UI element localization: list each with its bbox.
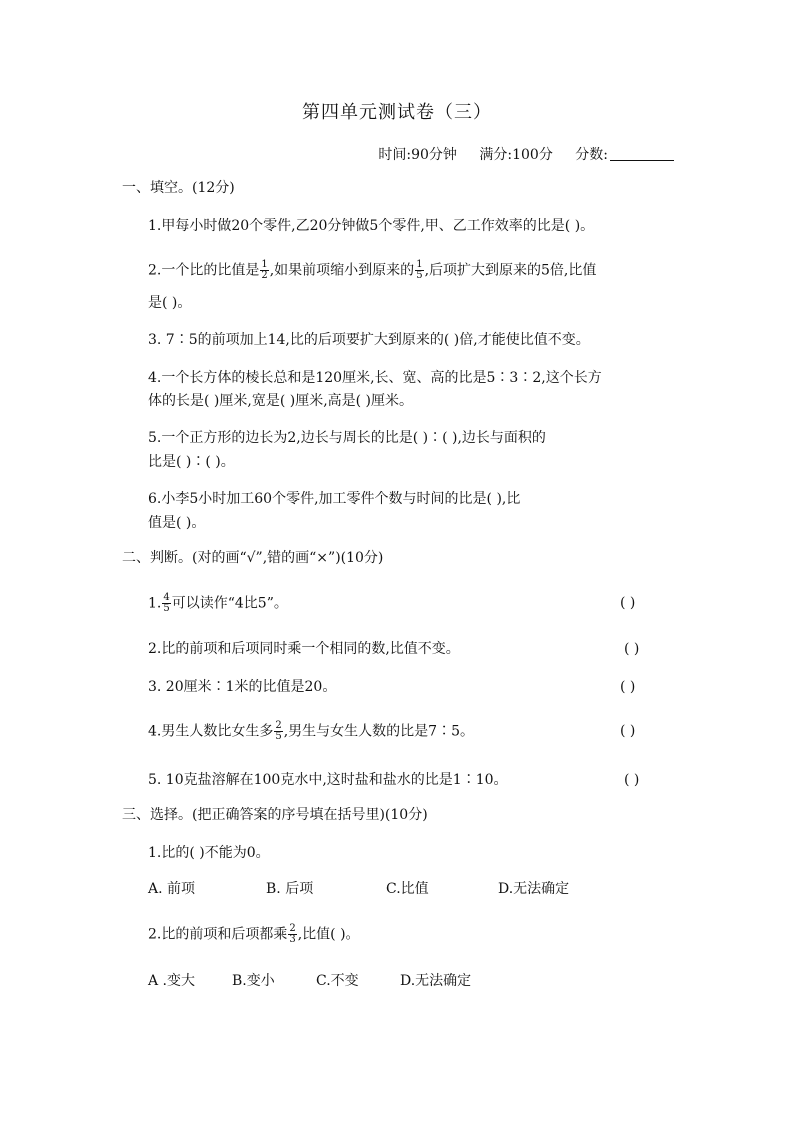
s2-question-1 (148, 593, 288, 614)
s1-question-4-line-2: 体的长是( )厘米,宽是( )厘米,高是( )厘米。 (148, 393, 414, 409)
s3-q2-option-b[interactable]: B.变小 (232, 973, 275, 989)
fraction-denominator: 2 (261, 270, 268, 281)
s1-question-2-line-2: 是( )。 (148, 295, 192, 311)
s2-q1-answer-paren[interactable]: ( ) (620, 595, 636, 611)
s3-q1-option-d[interactable]: D.无法确定 (498, 881, 570, 897)
s3-question-1: 1.比的( )不能为0。 (148, 845, 270, 861)
fraction-one-half (260, 260, 268, 281)
fraction-one-fifth (415, 260, 423, 281)
s1-question-5-line-2: 比是( )∶( )。 (148, 454, 235, 470)
section-3-heading: 三、选择。(把正确答案的序号填在括号里)(10分) (122, 807, 428, 823)
s2-q3-answer-paren[interactable]: ( ) (620, 679, 636, 695)
full-score: 满分:100分 (479, 147, 553, 163)
s1-question-2-line-1 (148, 260, 596, 281)
fraction-numerator: 1 (416, 259, 423, 270)
fraction-numerator: 2 (275, 720, 282, 731)
s3-q2-option-c[interactable]: C.不变 (316, 973, 359, 989)
s1-q2-text-pre: 2.一个比的比值是 (148, 262, 260, 279)
s2-q5-answer-paren[interactable]: ( ) (624, 772, 640, 788)
fraction-numerator: 2 (289, 923, 296, 934)
s1-question-6-line-2: 值是( )。 (148, 515, 206, 531)
fraction-four-fifths (162, 593, 170, 614)
s2-question-3: 3. 20厘米∶1米的比值是20。 (148, 679, 337, 695)
fraction-denominator: 5 (275, 731, 282, 742)
fraction-two-fifths (274, 721, 282, 742)
section-2-heading: 二、判断。(对的画“√”,错的画“×”)(10分) (122, 550, 384, 566)
s1-question-6-line-1: 6.小李5小时加工60个零件,加工零件个数与时间的比是( ),比 (148, 491, 521, 507)
fraction-denominator: 3 (289, 934, 296, 945)
fraction-numerator: 4 (163, 592, 170, 603)
s2-q4-post: ,男生与女生人数的比是7∶5。 (283, 723, 474, 740)
fraction-denominator: 5 (416, 270, 423, 281)
s2-q1-post: 可以读作“4比5”。 (171, 595, 288, 612)
page-title: 第四单元测试卷（三） (302, 102, 492, 123)
exam-meta (360, 144, 674, 164)
s2-question-5: 5. 10克盐溶解在100克水中,这时盐和盐水的比是1∶10。 (148, 772, 508, 788)
s2-q1-pre: 1. (148, 595, 162, 612)
s1-question-1: 1.甲每小时做20个零件,乙20分钟做5个零件,甲、乙工作效率的比是( )。 (148, 218, 595, 234)
fraction-two-thirds (288, 924, 296, 945)
s3-q1-option-b[interactable]: B. 后项 (266, 881, 314, 897)
s2-q4-answer-paren[interactable]: ( ) (620, 723, 636, 739)
fraction-denominator: 5 (163, 603, 170, 614)
s3-q2-option-d[interactable]: D.无法确定 (400, 973, 472, 989)
s3-q2-option-a[interactable]: A .变大 (148, 973, 196, 989)
s2-question-4 (148, 721, 474, 742)
s1-q2-text-mid: ,如果前项缩小到原来的 (269, 262, 415, 279)
s3-q1-option-a[interactable]: A. 前项 (148, 881, 196, 897)
s1-question-5-line-1: 5.一个正方形的边长为2,边长与周长的比是( )∶( ),边长与面积的 (148, 430, 546, 446)
s2-question-2: 2.比的前项和后项同时乘一个相同的数,比值不变。 (148, 641, 460, 657)
s3-q2-post: ,比值( )。 (297, 926, 360, 943)
s1-question-4-line-1: 4.一个长方体的棱长总和是120厘米,长、宽、高的比是5∶3∶2,这个长方 (148, 370, 602, 386)
time-limit: 时间:90分钟 (378, 147, 457, 163)
score-field[interactable] (575, 147, 674, 163)
s3-q2-pre: 2.比的前项和后项都乘 (148, 926, 288, 943)
s1-question-3: 3. 7∶5的前项加上14,比的后项要扩大到原来的( )倍,才能使比值不变。 (148, 332, 590, 348)
score-label: 分数: (575, 147, 608, 163)
score-blank[interactable] (610, 146, 674, 161)
s2-q4-pre: 4.男生人数比女生多 (148, 723, 274, 740)
section-1-heading: 一、填空。(12分) (122, 180, 235, 196)
s3-question-2 (148, 924, 360, 945)
s3-q1-option-c[interactable]: C.比值 (386, 881, 429, 897)
s1-q2-text-post: ,后项扩大到原来的5倍,比值 (424, 262, 597, 279)
s2-q2-answer-paren[interactable]: ( ) (624, 641, 640, 657)
fraction-numerator: 1 (261, 259, 268, 270)
